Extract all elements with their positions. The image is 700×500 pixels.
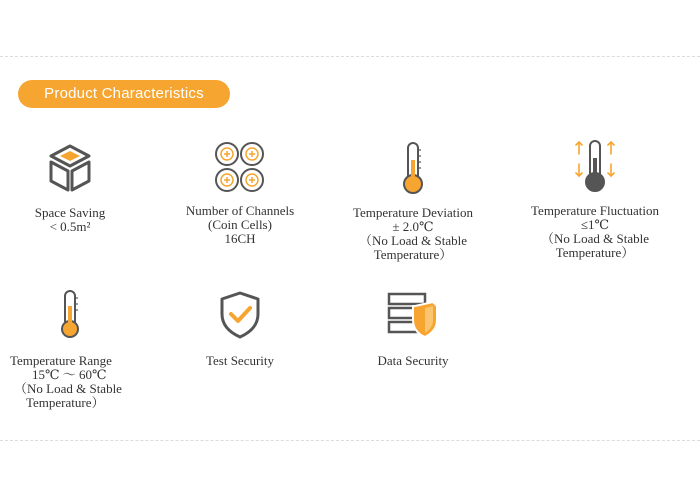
caption-line: 16CH (224, 231, 256, 246)
caption-line: Test Security (205, 353, 275, 368)
caption-line: Temperature） (26, 395, 105, 410)
caption-line: Temperature） (373, 247, 453, 262)
caption-line: (Coin Cells) (208, 217, 272, 232)
feature-temperature-deviation (338, 140, 488, 262)
caption-line: Temperature） (555, 245, 635, 260)
feature-data-security (338, 290, 488, 368)
caption-line: Temperature Fluctuation (531, 203, 659, 218)
caption-line: 15℃ ～ 60℃ (32, 367, 107, 382)
server-shield-icon (385, 290, 441, 340)
caption-line: Temperature Deviation (352, 205, 473, 220)
feature-temperature-fluctuation (520, 138, 670, 260)
caption-line: < 0.5m² (49, 219, 91, 234)
top-divider (0, 56, 700, 57)
coin-cells-icon (210, 138, 270, 196)
thermometer-range-icon (55, 288, 85, 340)
thermometer-icon (398, 140, 428, 196)
caption-line: （No Load & Stable (541, 231, 649, 246)
caption-line: ± 2.0℃ (392, 219, 434, 234)
caption-line: （No Load & Stable (359, 233, 467, 248)
caption-line: Space Saving (34, 205, 106, 220)
caption-line: （No Load & Stable (14, 381, 122, 396)
feature-test-security (165, 290, 315, 368)
shield-check-icon (218, 290, 262, 340)
caption-line: ≤1℃ (580, 217, 610, 232)
bottom-divider (0, 440, 700, 441)
cube-icon (42, 140, 98, 196)
feature-space-saving (0, 140, 145, 234)
section-title-pill: Product Characteristics (18, 80, 230, 108)
thermometer-fluctuation-icon (573, 138, 617, 196)
feature-temperature-range (0, 288, 145, 410)
feature-channels (165, 138, 315, 246)
caption-line: Data Security (377, 353, 449, 368)
caption-line: Number of Channels (185, 203, 295, 218)
caption-line: Temperature Range (10, 353, 112, 368)
